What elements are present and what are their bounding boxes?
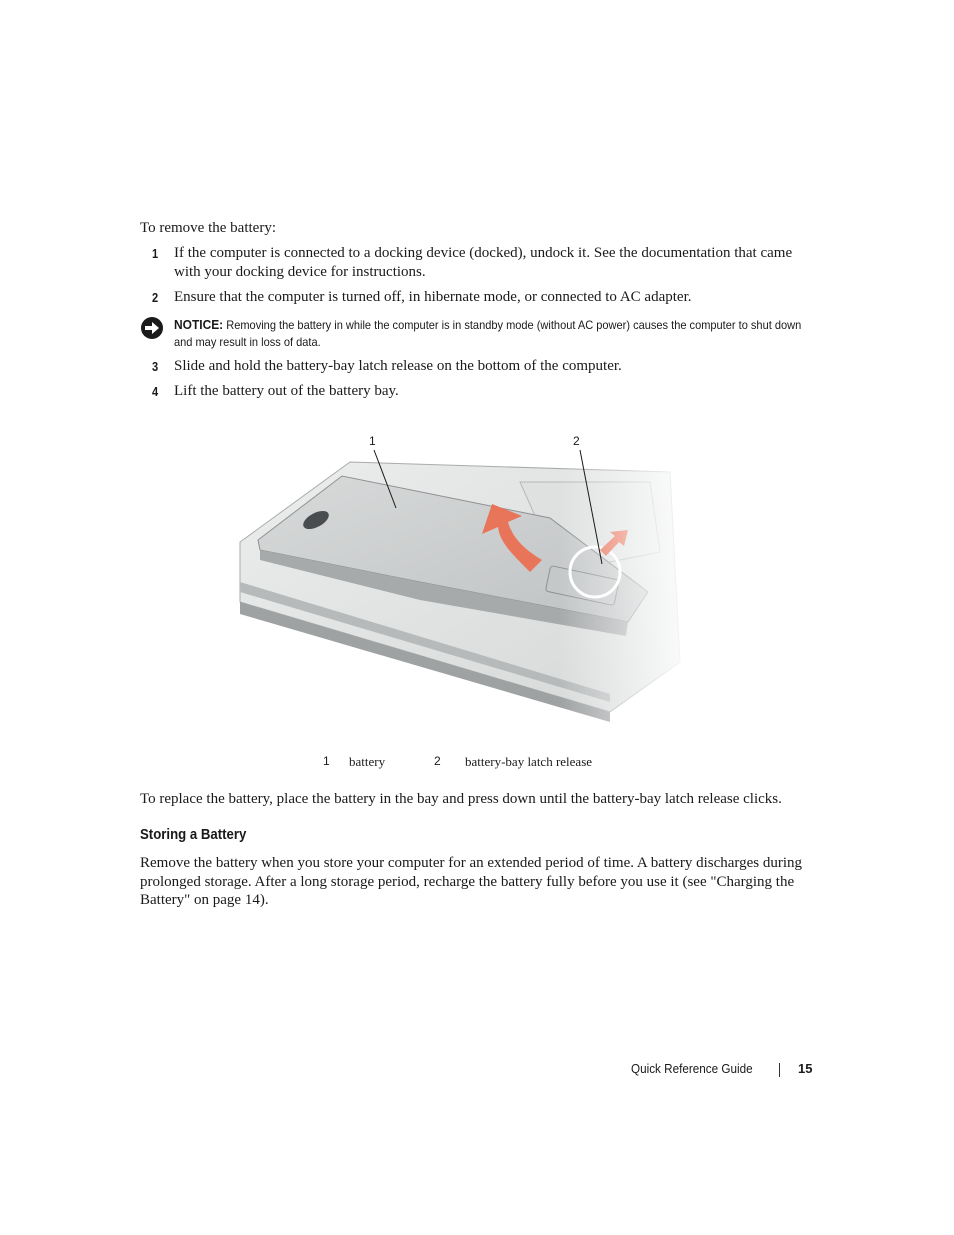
section-heading: Storing a Battery xyxy=(140,826,247,843)
legend-label-battery: battery xyxy=(349,754,386,769)
notice-block xyxy=(140,316,820,351)
step-number: 3 xyxy=(152,359,159,374)
step-3 xyxy=(140,357,820,376)
battery-illustration xyxy=(230,432,700,722)
replace-paragraph: To replace the battery, place the battery in the bay and press down until the battery-bay latch release clicks. xyxy=(140,791,782,807)
step-number: 2 xyxy=(152,290,159,305)
step-4 xyxy=(140,382,820,401)
callout-2: 2 xyxy=(573,434,580,448)
battery-removal-drawing xyxy=(230,432,700,722)
step-number: 1 xyxy=(152,246,159,261)
notice-label: NOTICE: xyxy=(174,317,224,332)
notice-text xyxy=(174,316,818,351)
footer-divider xyxy=(779,1063,780,1077)
legend-label-latch: battery-bay latch release xyxy=(465,754,593,769)
page-number: 15 xyxy=(798,1061,813,1076)
step-text: If the computer is connected to a docking device (docked), undock it. See the documentation that came with your docking device for instructions. xyxy=(174,245,793,280)
notice-arrow-icon xyxy=(140,316,164,340)
step-number: 4 xyxy=(152,384,159,399)
section-body: Remove the battery when you store your computer for an extended period of time. A battery discharges during prolonged storage. After a long storage period, recharge the battery fully before you use it (see "Charging the Battery" on page 14). xyxy=(140,855,803,908)
step-text: Ensure that the computer is turned off, in hibernate mode, or connected to AC adapter. xyxy=(174,289,692,305)
intro-text: To remove the battery: xyxy=(140,220,276,236)
step-text: Lift the battery out of the battery bay. xyxy=(174,383,399,399)
step-text: Slide and hold the battery-bay latch release on the bottom of the computer. xyxy=(174,358,622,374)
notice-body: Removing the battery in while the computer is in standby mode (without AC power) causes the computer to shut down and may result in loss of data. xyxy=(174,318,802,349)
legend-number: 2 xyxy=(434,754,441,768)
callout-1: 1 xyxy=(369,434,376,448)
step-1 xyxy=(140,244,820,282)
legend-number: 1 xyxy=(323,754,330,768)
step-2 xyxy=(140,288,820,307)
footer-title: Quick Reference Guide xyxy=(631,1061,753,1076)
